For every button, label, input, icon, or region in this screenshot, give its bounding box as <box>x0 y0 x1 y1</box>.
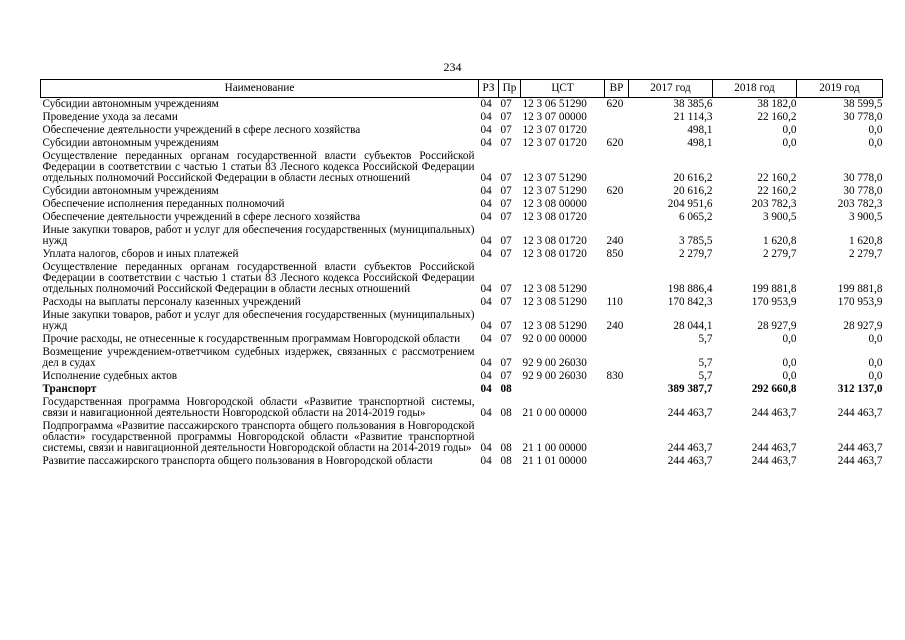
cell-vr <box>605 150 629 185</box>
cell-2017: 3 785,5 <box>678 235 713 247</box>
cell-pr: 07 <box>500 124 512 136</box>
cell-cst: 12 3 07 00000 <box>522 111 587 123</box>
cell-pr: 07 <box>500 370 512 382</box>
cell-cst: 12 3 07 01720 <box>522 124 587 136</box>
cell-2017: 20 616,2 <box>673 172 713 184</box>
cell-2017: 5,7 <box>698 333 713 345</box>
cell-rz: 04 <box>480 283 492 295</box>
cell-2018: 0,0 <box>782 137 797 149</box>
cell-vr: 240 <box>606 235 624 247</box>
header-rz: РЗ <box>479 80 499 98</box>
cell-vr: 110 <box>606 296 623 308</box>
cell-rz: 04 <box>480 296 492 308</box>
cell-2018: 244 463,7 <box>751 442 797 454</box>
cell-cst: 12 3 08 01720 <box>522 248 587 260</box>
cell-name: Иные закупки товаров, работ и услуг для обеспечения государственных (муниципальных) нужд <box>42 309 475 332</box>
cell-vr <box>605 111 629 124</box>
cell-name: Проведение ухода за лесами <box>42 111 178 123</box>
header-vr: ВР <box>605 80 629 98</box>
cell-rz: 04 <box>480 442 492 454</box>
cell-2017: 6 065,2 <box>678 211 713 223</box>
cell-vr <box>605 420 629 455</box>
header-2017: 2017 год <box>629 80 713 98</box>
cell-2018: 22 160,2 <box>757 172 797 184</box>
table-row <box>41 124 883 137</box>
cell-2018: 38 182,0 <box>757 98 797 110</box>
cell-pr: 07 <box>500 333 512 345</box>
cell-cst: 92 9 00 26030 <box>522 370 587 382</box>
cell-pr: 07 <box>500 248 512 260</box>
cell-2019: 30 778,0 <box>843 111 883 123</box>
cell-2019: 199 881,8 <box>837 283 883 295</box>
cell-rz: 04 <box>480 383 492 395</box>
table-row <box>41 111 883 124</box>
cell-pr: 07 <box>500 296 512 308</box>
cell-vr <box>605 333 629 346</box>
cell-2017: 28 044,1 <box>673 320 713 332</box>
cell-cst: 12 3 08 00000 <box>522 198 587 210</box>
cell-name: Субсидии автономным учреждениям <box>42 185 219 197</box>
table-row <box>41 370 883 383</box>
cell-2019: 2 279,7 <box>848 248 883 260</box>
table-row <box>41 98 883 112</box>
cell-vr: 620 <box>606 185 624 197</box>
cell-cst: 21 1 01 00000 <box>522 455 587 467</box>
cell-pr: 08 <box>500 455 512 467</box>
cell-2019: 0,0 <box>868 370 883 382</box>
cell-2019: 0,0 <box>868 333 883 345</box>
cell-2017: 204 951,6 <box>667 198 713 210</box>
cell-name: Подпрограмма «Развитие пассажирского транспорта общего пользования в Новгородской области» государственной программы Новгородской области «Развитие транспортной системы, связи и навигационной деятельности Новгородской области на 2014-2019 годы» <box>42 420 475 454</box>
cell-rz: 04 <box>480 455 492 467</box>
cell-2018: 28 927,9 <box>757 320 797 332</box>
cell-name: Возмещение учреждением-ответчиком судебных издержек, связанных с рассмотрением дел в судах <box>42 346 475 369</box>
table-row <box>41 333 883 346</box>
cell-rz: 04 <box>480 235 492 247</box>
cell-name: Исполнение судебных актов <box>42 370 178 382</box>
cell-2019: 28 927,9 <box>843 320 883 332</box>
cell-rz: 04 <box>480 407 492 419</box>
cell-pr: 07 <box>500 172 512 184</box>
cell-name: Обеспечение деятельности учреждений в сфере лесного хозяйства <box>42 124 361 136</box>
cell-pr: 07 <box>500 357 512 369</box>
table-row <box>41 396 883 420</box>
table-row <box>41 248 883 261</box>
cell-name: Осуществление переданных органам государственной власти субъектов Российской Федерации в соответствии с частью 1 статьи 83 Лесного кодекса Российской Федерации отдельных полномочий Российской Федерации в области лесных отношений <box>42 261 475 295</box>
cell-cst: 92 9 00 26030 <box>522 357 587 369</box>
cell-name: Расходы на выплаты персоналу казенных учреждений <box>42 296 301 308</box>
cell-pr: 07 <box>500 98 512 110</box>
cell-rz: 04 <box>480 137 492 149</box>
cell-2017: 244 463,7 <box>667 407 713 419</box>
cell-2017: 5,7 <box>698 357 713 369</box>
cell-vr <box>605 455 629 468</box>
table-row <box>41 383 883 396</box>
table-row <box>41 346 883 370</box>
cell-rz: 04 <box>480 248 492 260</box>
cell-2019: 203 782,3 <box>837 198 883 210</box>
cell-2018: 170 953,9 <box>751 296 797 308</box>
table-row <box>41 224 883 248</box>
cell-2017: 244 463,7 <box>667 455 713 467</box>
cell-cst: 21 1 00 00000 <box>522 442 587 454</box>
cell-pr: 07 <box>500 283 512 295</box>
cell-2018: 203 782,3 <box>751 198 797 210</box>
cell-rz: 04 <box>480 124 492 136</box>
cell-2017: 21 114,3 <box>673 111 713 123</box>
cell-2018: 2 279,7 <box>762 248 797 260</box>
table-header <box>41 80 883 98</box>
cell-rz: 04 <box>480 98 492 110</box>
cell-cst: 12 3 07 51290 <box>522 185 587 197</box>
cell-name: Государственная программа Новгородской области «Развитие транспортной системы, связи и навигационной деятельности Новгородской области на 2014-2019 годы» <box>42 396 475 419</box>
cell-2019: 244 463,7 <box>837 407 883 419</box>
cell-2018: 292 660,8 <box>751 383 797 395</box>
header-2019: 2019 год <box>797 80 883 98</box>
cell-name: Субсидии автономным учреждениям <box>42 98 219 110</box>
cell-cst <box>521 383 605 396</box>
cell-pr: 08 <box>500 442 512 454</box>
cell-2018: 3 900,5 <box>762 211 797 223</box>
header-pr: Пр <box>499 80 521 98</box>
cell-name: Развитие пассажирского транспорта общего пользования в Новгородской области <box>42 455 433 467</box>
cell-2019: 170 953,9 <box>837 296 883 308</box>
header-2018: 2018 год <box>713 80 797 98</box>
cell-2017: 170 842,3 <box>667 296 713 308</box>
cell-2018: 22 160,2 <box>757 185 797 197</box>
table-row <box>41 211 883 224</box>
table-row <box>41 137 883 150</box>
cell-rz: 04 <box>480 111 492 123</box>
cell-vr <box>605 396 629 420</box>
table-row <box>41 296 883 309</box>
cell-rz: 04 <box>480 370 492 382</box>
cell-vr: 620 <box>606 98 624 110</box>
cell-pr: 07 <box>500 111 512 123</box>
cell-2017: 198 886,4 <box>667 283 713 295</box>
cell-2019: 30 778,0 <box>843 185 883 197</box>
cell-2017: 38 385,6 <box>673 98 713 110</box>
cell-2019: 0,0 <box>868 137 883 149</box>
cell-vr <box>605 124 629 137</box>
table-row <box>41 309 883 333</box>
cell-2019: 1 620,8 <box>848 235 883 247</box>
cell-name: Обеспечение исполнения переданных полномочий <box>42 198 285 210</box>
cell-2017: 2 279,7 <box>678 248 713 260</box>
cell-pr: 08 <box>500 407 512 419</box>
cell-vr: 620 <box>606 137 624 149</box>
cell-2018: 0,0 <box>782 357 797 369</box>
cell-vr <box>605 383 629 396</box>
cell-2017: 5,7 <box>698 370 713 382</box>
cell-2017: 20 616,2 <box>673 185 713 197</box>
cell-cst: 12 3 08 51290 <box>522 320 587 332</box>
cell-2019: 30 778,0 <box>843 172 883 184</box>
cell-2019: 3 900,5 <box>848 211 883 223</box>
cell-pr: 07 <box>500 211 512 223</box>
cell-2019: 312 137,0 <box>837 383 883 395</box>
table-row <box>41 420 883 455</box>
cell-pr: 07 <box>500 137 512 149</box>
cell-name: Транспорт <box>42 383 97 395</box>
cell-name: Осуществление переданных органам государственной власти субъектов Российской Федерации в соответствии с частью 1 статьи 83 Лесного кодекса Российской Федерации отдельных полномочий Российской Федерации в области лесных отношений <box>42 150 475 184</box>
cell-cst: 12 3 08 01720 <box>522 235 587 247</box>
cell-2018: 199 881,8 <box>751 283 797 295</box>
table-body <box>41 98 883 469</box>
table-row <box>41 261 883 296</box>
cell-2018: 244 463,7 <box>751 455 797 467</box>
header-name: Наименование <box>41 80 479 98</box>
cell-name: Обеспечение деятельности учреждений в сфере лесного хозяйства <box>42 211 361 223</box>
cell-2019: 244 463,7 <box>837 442 883 454</box>
cell-2017: 389 387,7 <box>667 383 713 395</box>
cell-name: Иные закупки товаров, работ и услуг для обеспечения государственных (муниципальных) нужд <box>42 224 475 247</box>
budget-table <box>40 79 883 468</box>
cell-rz: 04 <box>480 172 492 184</box>
table-row <box>41 455 883 468</box>
cell-rz: 04 <box>480 333 492 345</box>
cell-pr: 07 <box>500 235 512 247</box>
cell-cst: 12 3 06 51290 <box>522 98 587 110</box>
cell-2018: 0,0 <box>782 370 797 382</box>
cell-cst: 21 0 00 00000 <box>522 407 587 419</box>
cell-name: Прочие расходы, не отнесенные к государственным программам Новгородской области <box>42 333 461 345</box>
cell-2018: 0,0 <box>782 124 797 136</box>
cell-rz: 04 <box>480 185 492 197</box>
cell-2019: 38 599,5 <box>843 98 883 110</box>
cell-vr: 850 <box>606 248 624 260</box>
cell-2018: 22 160,2 <box>757 111 797 123</box>
cell-pr: 07 <box>500 185 512 197</box>
cell-cst: 92 0 00 00000 <box>522 333 587 345</box>
table-row <box>41 198 883 211</box>
cell-name: Уплата налогов, сборов и иных платежей <box>42 248 239 260</box>
cell-vr: 830 <box>606 370 624 382</box>
cell-2019: 0,0 <box>868 357 883 369</box>
table-row <box>41 185 883 198</box>
header-cst: ЦСТ <box>521 80 605 98</box>
cell-vr <box>605 198 629 211</box>
cell-pr: 07 <box>500 320 512 332</box>
cell-cst: 12 3 07 01720 <box>522 137 587 149</box>
cell-pr: 07 <box>500 198 512 210</box>
cell-2018: 1 620,8 <box>762 235 797 247</box>
cell-vr: 240 <box>606 320 624 332</box>
cell-cst: 12 3 08 51290 <box>522 296 587 308</box>
cell-2018: 0,0 <box>782 333 797 345</box>
cell-2017: 244 463,7 <box>667 442 713 454</box>
page-number: 234 <box>443 60 462 74</box>
cell-2019: 0,0 <box>868 124 883 136</box>
cell-cst: 12 3 08 01720 <box>522 211 587 223</box>
cell-2018: 244 463,7 <box>751 407 797 419</box>
cell-2019: 244 463,7 <box>837 455 883 467</box>
cell-vr <box>605 346 629 370</box>
cell-vr <box>605 261 629 296</box>
cell-name: Субсидии автономным учреждениям <box>42 137 219 149</box>
cell-pr: 08 <box>500 383 512 395</box>
cell-2017: 498,1 <box>687 137 713 149</box>
cell-rz: 04 <box>480 198 492 210</box>
cell-cst: 12 3 07 51290 <box>522 172 587 184</box>
cell-2017: 498,1 <box>687 124 713 136</box>
table-row <box>41 150 883 185</box>
cell-rz: 04 <box>480 357 492 369</box>
cell-rz: 04 <box>480 211 492 223</box>
cell-rz: 04 <box>480 320 492 332</box>
cell-vr <box>605 211 629 224</box>
cell-cst: 12 3 08 51290 <box>522 283 587 295</box>
